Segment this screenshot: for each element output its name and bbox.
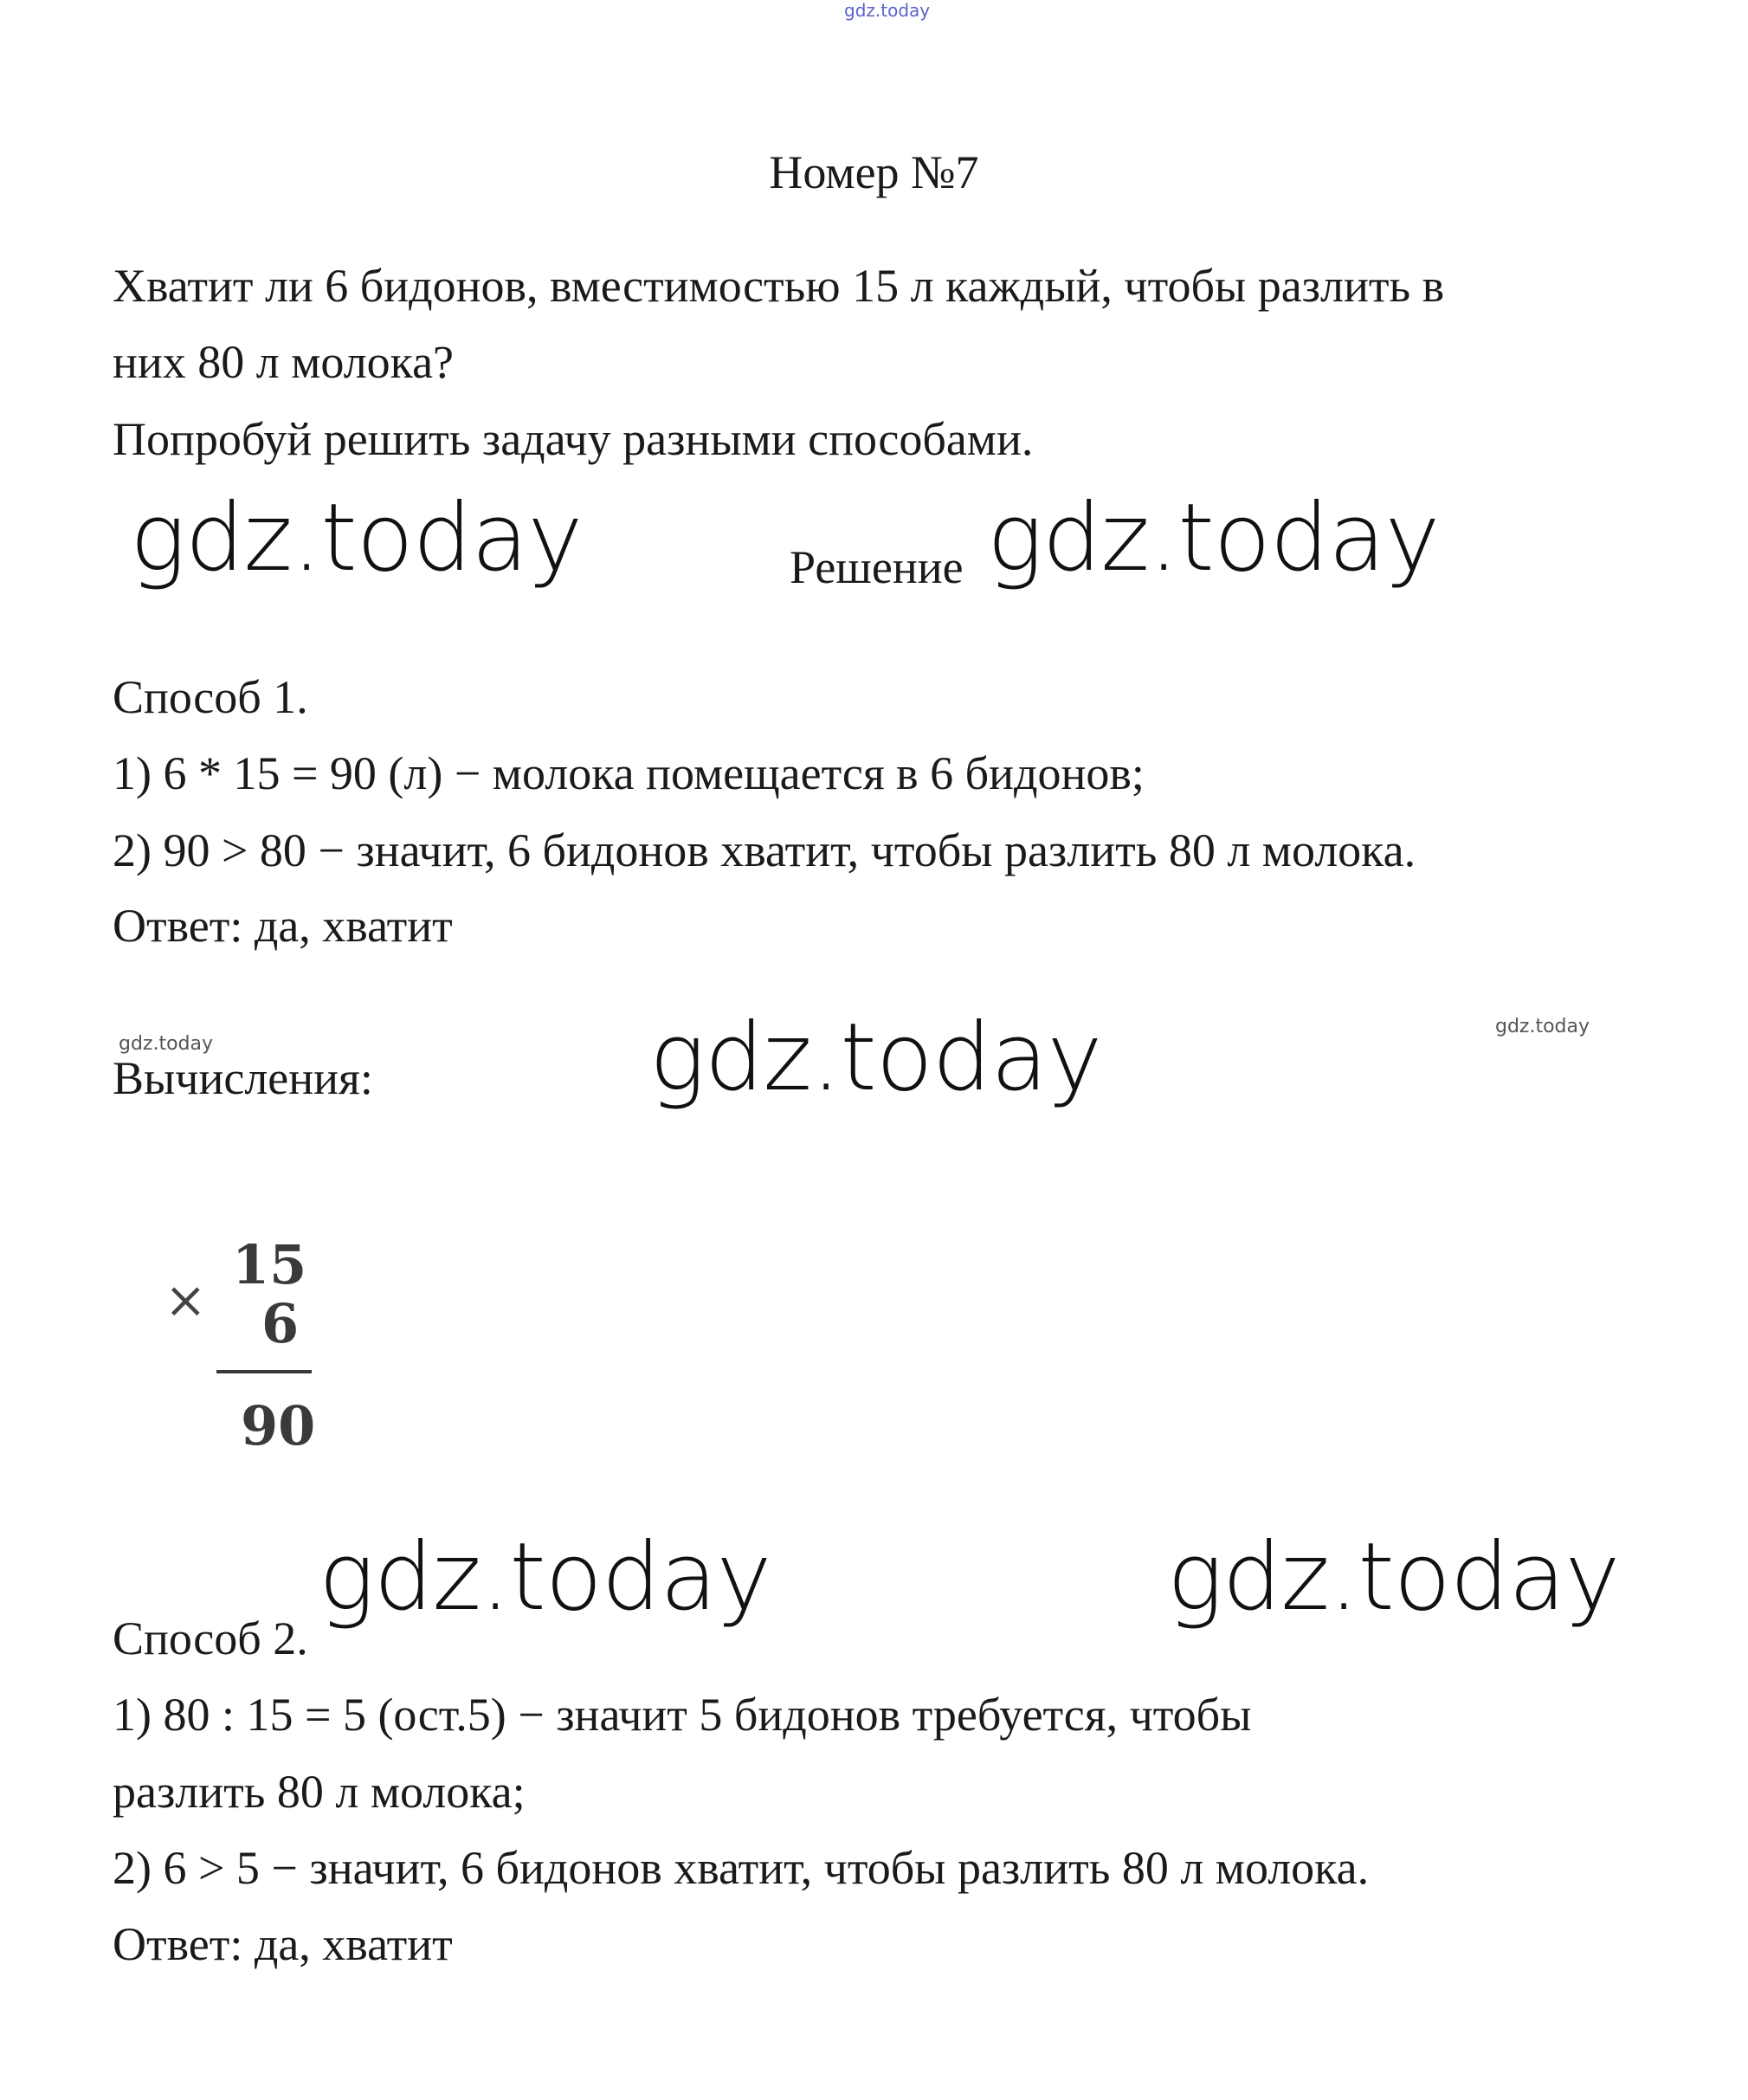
problem-line-2: них 80 л молока? xyxy=(113,336,455,388)
watermark-2: gdz.today xyxy=(987,484,1440,592)
watermark-small-left: gdz.today xyxy=(119,1033,214,1055)
method1-step1: 1) 6 * 15 = 90 (л) − молока помещается в 6 бидонов; xyxy=(113,747,1145,799)
watermark-small-right: gdz.today xyxy=(1495,1016,1590,1037)
watermark-1: gdz.today xyxy=(130,484,583,592)
problem-line-3: Попробуй решить задачу разными способами. xyxy=(113,413,1034,465)
multiplicand: 15 xyxy=(232,1233,307,1296)
method1-step2: 2) 90 > 80 − значит, 6 бидонов хватит, чтобы разлить 80 л молока. xyxy=(113,824,1416,876)
calculations-label: Вычисления: xyxy=(113,1052,373,1104)
watermark-top: gdz.today xyxy=(844,0,931,21)
method1-heading: Способ 1. xyxy=(113,671,308,723)
sum-line xyxy=(216,1370,312,1373)
method1-answer: Ответ: да, хватит xyxy=(113,900,453,952)
column-multiplication xyxy=(164,1230,338,1472)
multiplier: 6 xyxy=(261,1292,300,1355)
watermark-4: gdz.today xyxy=(319,1523,771,1632)
method2-answer: Ответ: да, хватит xyxy=(113,1918,453,1970)
watermark-5: gdz.today xyxy=(1167,1523,1620,1632)
problem-line-1: Хватит ли 6 бидонов, вместимостью 15 л каждый, чтобы разлить в xyxy=(113,260,1445,312)
method2-step2: 2) 6 > 5 − значит, 6 бидонов хватит, чтобы разлить 80 л молока. xyxy=(113,1842,1370,1894)
solution-label: Решение xyxy=(790,541,964,593)
watermark-3: gdz.today xyxy=(649,1004,1102,1112)
method2-step1-b: разлить 80 л молока; xyxy=(113,1766,526,1818)
method2-heading: Способ 2. xyxy=(113,1612,308,1664)
page-title: Номер №7 xyxy=(769,146,979,198)
multiply-sign: × xyxy=(164,1270,207,1329)
product: 90 xyxy=(241,1394,316,1457)
method2-step1-a: 1) 80 : 15 = 5 (ост.5) − значит 5 бидонов требуется, чтобы xyxy=(113,1689,1252,1741)
